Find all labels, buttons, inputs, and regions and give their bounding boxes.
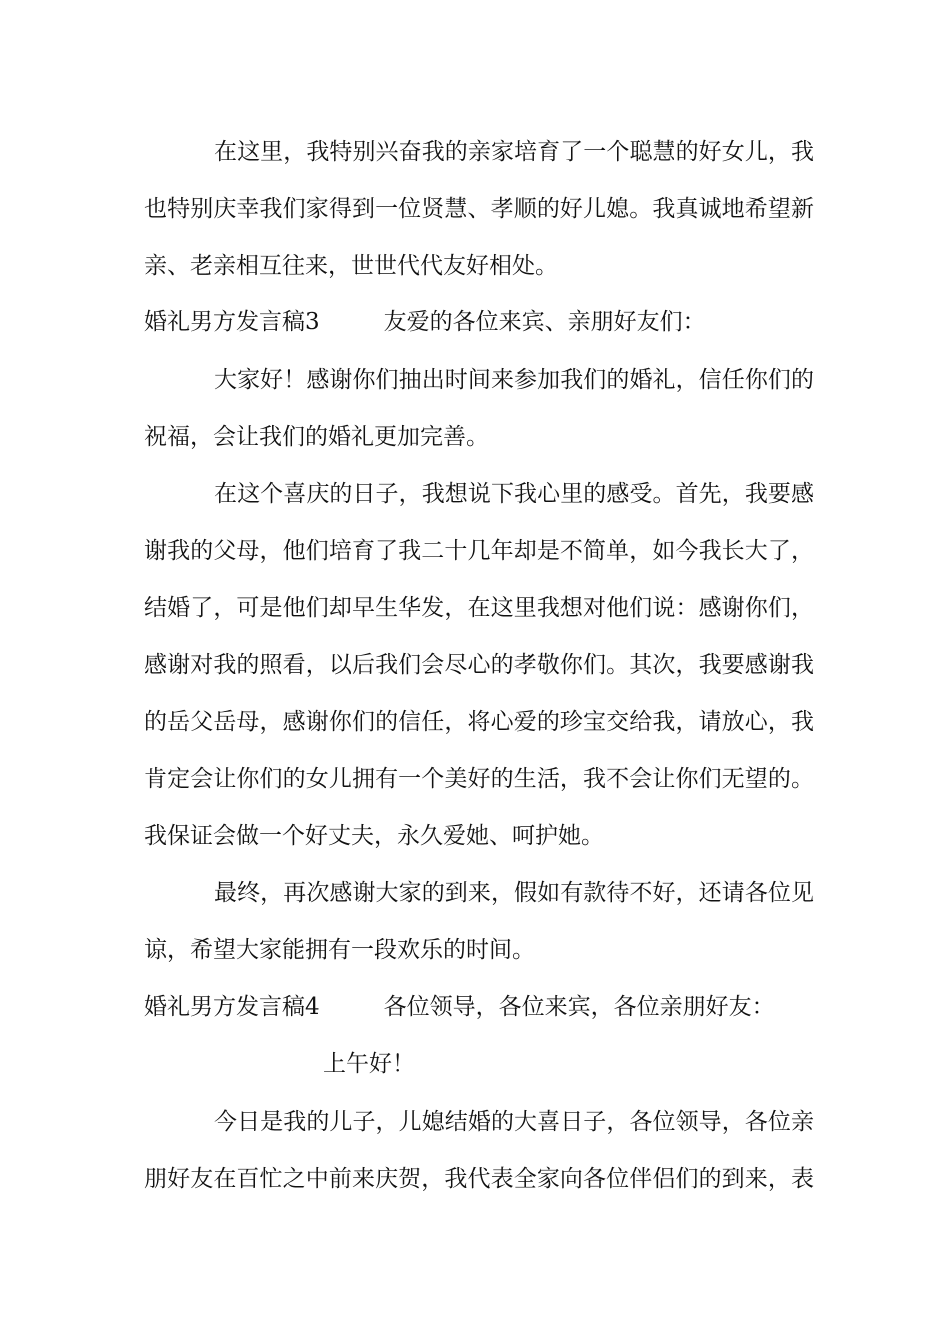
paragraph-3-line-4: 感谢对我的照看，以后我们会尽心的孝敬你们。其次，我要感谢我 — [144, 652, 814, 678]
paragraph-4-line-1: 最终，再次感谢大家的到来，假如有款待不好，还请各位见 — [214, 880, 814, 906]
paragraph-6-line-2: 朋好友在百忙之中前来庆贺，我代表全家向各位伴侣们的到来，表 — [144, 1166, 814, 1192]
paragraph-3-line-3: 结婚了，可是他们却早生华发，在这里我想对他们说：感谢你们， — [144, 595, 814, 621]
salutation-3: 友爱的各位来宾、亲朋好友们： — [383, 309, 706, 335]
paragraph-3-line-7: 我保证会做一个好丈夫，永久爱她、呵护她。 — [144, 823, 604, 849]
paragraph-3-line-2: 谢我的父母，他们培育了我二十几年却是不简单，如今我长大了， — [144, 538, 814, 564]
paragraph-2-line-2: 祝福，会让我们的婚礼更加完善。 — [144, 424, 489, 450]
paragraph-4-line-2: 谅，希望大家能拥有一段欢乐的时间。 — [144, 937, 535, 963]
paragraph-1-line-1: 在这里，我特别兴奋我的亲家培育了一个聪慧的好女儿，我 — [214, 139, 814, 165]
paragraph-3-line-1: 在这个喜庆的日子，我想说下我心里的感受。首先，我要感 — [214, 481, 814, 507]
paragraph-3-line-5: 的岳父岳母，感谢你们的信任，将心爱的珍宝交给我，请放心，我 — [144, 709, 814, 735]
section-heading-4 — [144, 987, 814, 1027]
greeting-line: 上午好！ — [323, 1051, 415, 1077]
paragraph-3-line-6: 肯定会让你们的女儿拥有一个美好的生活，我不会让你们无望的。 — [144, 766, 814, 792]
salutation-4: 各位领导，各位来宾，各位亲朋好友： — [383, 994, 775, 1020]
paragraph-6-line-1: 今日是我的儿子，儿媳结婚的大喜日子，各位领导，各位亲 — [214, 1109, 814, 1135]
section-title-4: 婚礼男方发言稿4 — [144, 994, 320, 1020]
section-heading-3 — [144, 302, 814, 342]
section-title-3: 婚礼男方发言稿3 — [144, 309, 320, 335]
paragraph-1-line-2: 也特别庆幸我们家得到一位贤慧、孝顺的好儿媳。我真诚地希望新 — [144, 196, 814, 222]
paragraph-2-line-1: 大家好！感谢你们抽出时间来参加我们的婚礼，信任你们的 — [214, 367, 814, 393]
paragraph-1-line-3: 亲、老亲相互往来，世世代代友好相处。 — [144, 253, 558, 279]
